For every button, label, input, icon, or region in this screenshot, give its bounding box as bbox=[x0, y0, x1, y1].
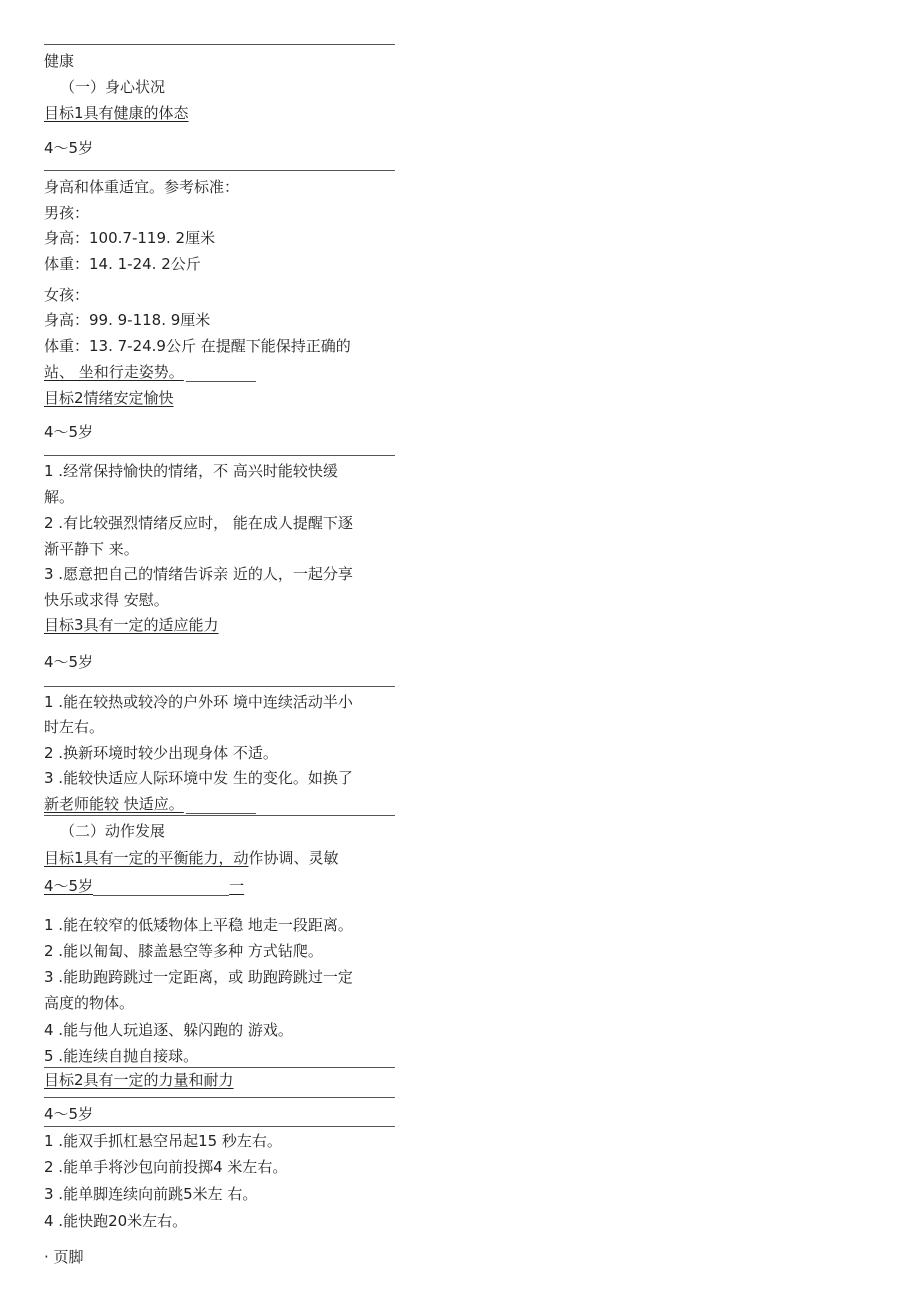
goal2-line: 2 .有比较强烈情绪反应时， 能在成人提醒下逐 bbox=[44, 514, 353, 532]
p2-goal1-line: 2 .能以匍匐、膝盖悬空等多种 方式钻爬。 bbox=[44, 942, 323, 960]
goal1-line: 身高和体重适宜。参考标准： bbox=[44, 178, 240, 196]
goal1-line: 男孩： bbox=[44, 204, 90, 222]
goal1-line: 女孩： bbox=[44, 286, 90, 304]
p2-goal1-line: 5 .能连续自抛自接球。 bbox=[44, 1047, 199, 1065]
page-footer: · 页脚 bbox=[44, 1248, 84, 1266]
part1-heading: （一）身心状况 bbox=[60, 78, 166, 96]
rule bbox=[44, 170, 395, 171]
goal1-line bbox=[44, 362, 256, 382]
blank-line bbox=[186, 799, 256, 814]
p2-goal1-age-row bbox=[44, 876, 244, 896]
goal2-line: 快乐或求得 安慰。 bbox=[44, 591, 169, 609]
section-title: 健康 bbox=[44, 52, 75, 70]
p2-goal1-line: 1 .能在较窄的低矮物体上平稳 地走一段距离。 bbox=[44, 916, 353, 934]
p2-goal2-line: 2 .能单手将沙包向前投掷4 米左右。 bbox=[44, 1158, 288, 1176]
goal1-title: 目标1具有健康的体态 bbox=[44, 104, 189, 122]
rule bbox=[44, 1067, 395, 1068]
rule bbox=[44, 815, 395, 816]
goal1-line: 体重：14. 1-24. 2公斤 bbox=[44, 255, 201, 273]
goal1-line: 身高：100.7-119. 2厘米 bbox=[44, 229, 216, 247]
blank-line bbox=[93, 881, 229, 896]
p2-goal2-title: 目标2具有一定的力量和耐力 bbox=[44, 1071, 234, 1089]
p2-goal2-line: 1 .能双手抓杠悬空吊起15 秒左右。 bbox=[44, 1132, 282, 1150]
rule bbox=[44, 686, 395, 687]
goal3-line: 2 .换新环境时较少出现身体 不适。 bbox=[44, 744, 278, 762]
p2-goal1-age: 4〜5岁 bbox=[44, 877, 94, 895]
goal2-line: 渐平静下 来。 bbox=[44, 540, 139, 558]
goal2-line: 3 .愿意把自己的情绪告诉亲 近的人，一起分享 bbox=[44, 565, 353, 583]
p2-goal1-title bbox=[44, 848, 339, 868]
goal2-title: 目标2情绪安定愉快 bbox=[44, 389, 174, 407]
goal3-title: 目标3具有一定的适应能力 bbox=[44, 616, 219, 634]
rule bbox=[44, 1126, 395, 1127]
goal1-line: 体重：13. 7-24.9公斤 在提醒下能保持正确的 bbox=[44, 337, 351, 355]
goal3-line bbox=[44, 794, 256, 814]
goal1-line-text: 站、 坐和行走姿势。 bbox=[44, 363, 184, 381]
p2-goal1-line: 高度的物体。 bbox=[44, 994, 135, 1012]
goal2-line: 解。 bbox=[44, 488, 75, 506]
goal3-line-text: 新老师能较 快适应。 bbox=[44, 795, 184, 813]
part2-heading: （二）动作发展 bbox=[60, 822, 166, 840]
goal3-line: 时左右。 bbox=[44, 718, 105, 736]
goal1-age: 4〜5岁 bbox=[44, 139, 94, 157]
blank-line bbox=[186, 367, 256, 382]
p2-goal1-title-underlined: 目标1具有一定的平衡能力，动 bbox=[44, 849, 249, 867]
goal2-line: 1 .经常保持愉快的情绪，不 高兴时能较快缓 bbox=[44, 462, 338, 480]
p2-goal2-age: 4〜5岁 bbox=[44, 1105, 94, 1123]
p2-goal1-line: 4 .能与他人玩追逐、躲闪跑的 游戏。 bbox=[44, 1021, 293, 1039]
goal2-age: 4〜5岁 bbox=[44, 423, 94, 441]
p2-goal1-title-rest: 作协调、灵敏 bbox=[248, 849, 339, 867]
rule bbox=[44, 44, 395, 45]
p2-goal1-age-trail: 一 bbox=[229, 877, 245, 895]
goal1-line: 身高：99. 9-118. 9厘米 bbox=[44, 311, 211, 329]
rule bbox=[44, 1097, 395, 1098]
goal3-line: 1 .能在较热或较冷的户外环 境中连续活动半小 bbox=[44, 693, 353, 711]
p2-goal1-line: 3 .能助跑跨跳过一定距离，或 助跑跨跳过一定 bbox=[44, 968, 353, 986]
p2-goal2-line: 4 .能快跑20米左右。 bbox=[44, 1212, 188, 1230]
p2-goal2-line: 3 .能单脚连续向前跳5米左 右。 bbox=[44, 1185, 258, 1203]
goal3-age: 4〜5岁 bbox=[44, 653, 94, 671]
rule bbox=[44, 455, 395, 456]
goal3-line: 3 .能较快适应人际环境中发 生的变化。如换了 bbox=[44, 769, 353, 787]
